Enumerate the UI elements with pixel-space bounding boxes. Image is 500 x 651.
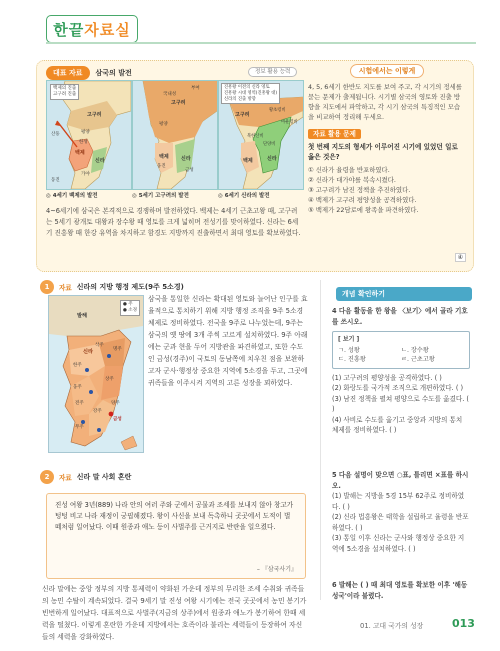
- map2-label: 백제: [159, 154, 169, 160]
- historical-quote-box: [46, 493, 306, 579]
- q4-box-item: ㄱ. 성왕: [338, 346, 360, 354]
- header-title-a: 한끝: [53, 20, 85, 39]
- q4-box-title: [ 보기 ]: [338, 336, 360, 343]
- map1-legend: [50, 84, 79, 100]
- skill-badge: 정보 활용 능력: [248, 67, 297, 75]
- map1-label: 가야: [81, 172, 90, 177]
- map3-label: 단양비: [263, 142, 276, 147]
- top-panel-heading: [46, 66, 132, 80]
- section2-title: 신라 말 사회 혼란: [76, 473, 132, 481]
- map3-label: 마운령비: [281, 120, 298, 125]
- map-label-balhae: 발해: [77, 313, 88, 319]
- map1-label: 한성: [79, 140, 88, 145]
- exam-option[interactable]: ④ 백제가 고구려 평양성을 공격하였다.: [308, 196, 417, 204]
- q4-item[interactable]: (3) 남진 정책을 펼쳐 평양으로 수도를 옮겼다. ( ): [332, 394, 469, 413]
- q5-stem: 5 다음 설명이 맞으면 ○표, 틀리면 ×표를 하시오.: [332, 471, 469, 490]
- page-header-title: [46, 15, 138, 43]
- map-4th-century: [46, 80, 132, 190]
- question-4: [332, 306, 470, 436]
- q4-choice-box: [332, 331, 470, 369]
- exam-option[interactable]: ⑤ 백제가 22담로에 왕족을 파견하였다.: [308, 206, 419, 214]
- header-title-b: 자료실: [84, 20, 131, 39]
- map-label: 강주: [93, 409, 102, 414]
- section1-title: 신라의 지방 행정 제도(9주 5소경): [76, 283, 184, 291]
- q4-box-item: ㄷ. 진흥왕: [338, 356, 366, 363]
- quote-source: – 『삼국사기』: [256, 566, 297, 573]
- map2-label: 고구려: [171, 100, 186, 106]
- top-description: 4~6세기에 삼국은 본격적으로 경쟁하며 발전하였다. 백제는 4세기 근초고왕 때, 고구려는 5세기 광개토 대왕과 장수왕 때 영토를 크게 넓히며 전성기를 맞이하였다. 신라는 6세기 진흥왕 때 한강 유역을 차지하고 함경도 지방까지 진출하면서 최대 영토를 확보하였다.: [46, 207, 301, 237]
- section2-body: 신라 말에는 중앙 정부의 지방 통제력이 약화된 가운데 정부의 무리한 조세 수취와 귀족들의 농민 수탈이 계속되었다. 결국 9세기 말 진성 여왕 시기에는 전국 곳곳에서 농민 봉기가 빈번하게 일어났다. 대표적으로 사벌주(지금의 상주)에서 원종과 애노가 봉기하여 한때 세력을 떨쳤다. 이렇게 혼란한 가운데 지방에서는 호족이라 불리는 세력들이 등장하여 자신들의 세력을 강화하였다.: [42, 585, 307, 641]
- map3-label: 고구려: [235, 112, 250, 118]
- map-label: 상주: [105, 377, 114, 382]
- q4-box-item: ㄴ. 장수왕: [401, 346, 429, 354]
- concept-check-label: 개념 확인하기: [336, 287, 472, 301]
- map2-label: 부여: [191, 86, 200, 91]
- map3-caption: ◎ 6세기 신라의 발전: [218, 193, 270, 199]
- map2-label: 신라: [181, 156, 191, 162]
- map3-label: 백제: [243, 158, 253, 164]
- q4-box-items: [338, 346, 464, 365]
- map-legend: [120, 300, 140, 316]
- problem-tag: 자료 활용 문제: [308, 129, 361, 139]
- legend-item-sogyeong: ● 소경: [122, 308, 137, 313]
- exam-option[interactable]: ② 신라가 대가야를 복속시켰다.: [308, 176, 396, 184]
- map1-label: 산둥: [51, 132, 60, 137]
- top-title: 삼국의 발전: [95, 69, 132, 77]
- q5-item[interactable]: (2) 신라 법흥왕은 태학을 설립하고 율령을 반포하였다. ( ): [332, 513, 469, 532]
- exam-option[interactable]: ① 신라가 율령을 반포하였다.: [308, 166, 390, 174]
- section1-text: 삼국을 통일한 신라는 확대된 영토와 늘어난 인구를 효율적으로 통치하기 위해 지방 행정 조직을 9주 5소경 체제로 정비하였다. 전국을 9주로 나누었는데, 9주는 삼국의 옛 땅에 3개 주씩 고르게 설치하였다. 9주 아래에는 군과 현을 두어 지방관을 파견하였고, 또한 수도인 금성(경주)이 국토의 동남쪽에 치우친 점을 보완하고자 군사·행정상 중요한 지역에 5소경을 두고, 그곳에 귀족들을 이주시켜 지역의 고른 성장을 꾀하였다.: [148, 295, 308, 387]
- section1-heading: [40, 280, 184, 294]
- map1-label: 평양: [81, 130, 90, 135]
- header-divider: [46, 42, 476, 44]
- q4-item[interactable]: (1) 고구려의 평양성을 공격하였다. ( ): [332, 373, 442, 382]
- representative-tag: 대표 자료: [46, 66, 90, 80]
- exam-options: [308, 165, 466, 215]
- section2-tag: 자료: [59, 474, 72, 482]
- map3-legend-item: 진흥왕 이전의 신라 영토: [224, 85, 270, 90]
- q4-box-item: ㄹ. 근초고왕: [401, 356, 435, 363]
- map2-label: 국내성: [163, 92, 177, 97]
- q4-item[interactable]: (4) 사비로 수도를 옮기고 중앙과 지방의 통치 체제를 정비하였다. ( ): [332, 415, 463, 434]
- answer-mark: ④: [455, 253, 466, 262]
- map2-label: 금성: [185, 168, 194, 173]
- question-6[interactable]: 6 발해는 ( ) 때 최대 영토를 확보한 이후 '해동성국'이라 불렸다.: [332, 581, 468, 600]
- exam-text: 4, 5, 6세기 한반도 지도를 보여 주고, 각 시기의 정세를 묻는 문제가 출제됩니다. 시기별 삼국의 영토와 진출 방향을 지도에서 파악하고, 각 시기 삼국의 특징적인 모습을 비교하여 정리해 두세요.: [308, 83, 462, 121]
- map3-legend: [221, 83, 280, 104]
- map-label: 명주: [113, 347, 122, 352]
- section2-heading: [40, 470, 131, 484]
- map1-caption: ◎ 4세기 백제의 발전: [46, 193, 98, 199]
- map-5th-century: [132, 80, 218, 190]
- map3-legend-item: 진흥왕 시대 영역(진흥왕 대): [224, 90, 278, 96]
- footer-chapter: 01. 고대 국가의 성장: [360, 622, 424, 630]
- map1-legend-item: 고구려 진출: [53, 92, 77, 97]
- exam-box: [308, 66, 466, 266]
- legend-item-ju: ● 주: [122, 302, 133, 307]
- q5-item[interactable]: (3) 통일 이후 신라는 군사와 행정상 중요한 지역에 5소경을 설치하였다. ( ): [332, 534, 465, 553]
- maps-group: [46, 80, 300, 200]
- map-label: 웅주: [73, 385, 82, 390]
- exam-question: 첫 번째 지도의 형세가 이루어진 시기에 있었던 일로 옳은 것은?: [308, 143, 458, 161]
- column-divider: [320, 280, 321, 600]
- quote-text: 진성 여왕 3년(889) 나라 안의 여러 주와 군에서 공물과 조세를 보내지 않아 창고가 텅텅 비고 나라 재정이 궁핍해졌다. 왕이 사신을 보내 독촉하니 곳곳에서 도적이 벌 떼처럼 일어났다. 이때 원종과 애노 등이 사벌주를 근거지로 반란을 일으켰다.: [55, 501, 294, 531]
- map-label: 전주: [75, 401, 84, 406]
- map-label: 한주: [73, 363, 82, 368]
- question-5: [332, 470, 470, 554]
- section1-tag: 자료: [59, 284, 72, 292]
- map3-label: 북한산비: [247, 134, 264, 139]
- map-label: 양주: [111, 401, 120, 406]
- map3-label: 황초령비: [269, 108, 286, 113]
- map-6th-century: [218, 80, 304, 190]
- map1-legend-item: 백제의 진출: [53, 86, 77, 91]
- map1-label: 신라: [95, 158, 105, 164]
- exam-pill: 시험에서는 이렇게: [350, 64, 425, 78]
- map2-caption: ◎ 5세기 고구려의 발전: [132, 193, 189, 199]
- exam-pill-wrap: [308, 66, 466, 76]
- map-label: 무주: [75, 425, 84, 430]
- map1-label: 백제: [75, 150, 85, 156]
- section1-badge: 1: [40, 280, 54, 294]
- map1-label: 고구려: [87, 112, 102, 118]
- map-label-capital: 금성: [113, 417, 122, 422]
- q4-item[interactable]: (2) 화랑도를 국가적 조직으로 개편하였다. ( ): [332, 384, 464, 392]
- page-number: 013: [452, 617, 475, 630]
- map-label: 삭주: [95, 343, 104, 348]
- unified-silla-map: [48, 295, 144, 453]
- q4-stem: 4 다음 활동을 한 왕을 〈보기〉에서 골라 기호를 쓰시오.: [332, 307, 468, 326]
- map-label-silla: 신라: [83, 349, 94, 355]
- map2-label: 웅진: [157, 164, 166, 169]
- map3-legend-item: 신라의 진출 방향: [224, 96, 256, 102]
- q5-item[interactable]: (1) 발해는 지방을 5경 15부 62주로 정비하였다. ( ): [332, 492, 465, 511]
- exam-option[interactable]: ③ 고구려가 남진 정책을 추진하였다.: [308, 186, 411, 194]
- problem-tag-wrap: [308, 128, 466, 138]
- section2-badge: 2: [40, 470, 54, 484]
- map3-label: 신라: [267, 156, 277, 162]
- map2-label: 평양: [159, 122, 168, 127]
- map1-label: 동진: [51, 178, 60, 183]
